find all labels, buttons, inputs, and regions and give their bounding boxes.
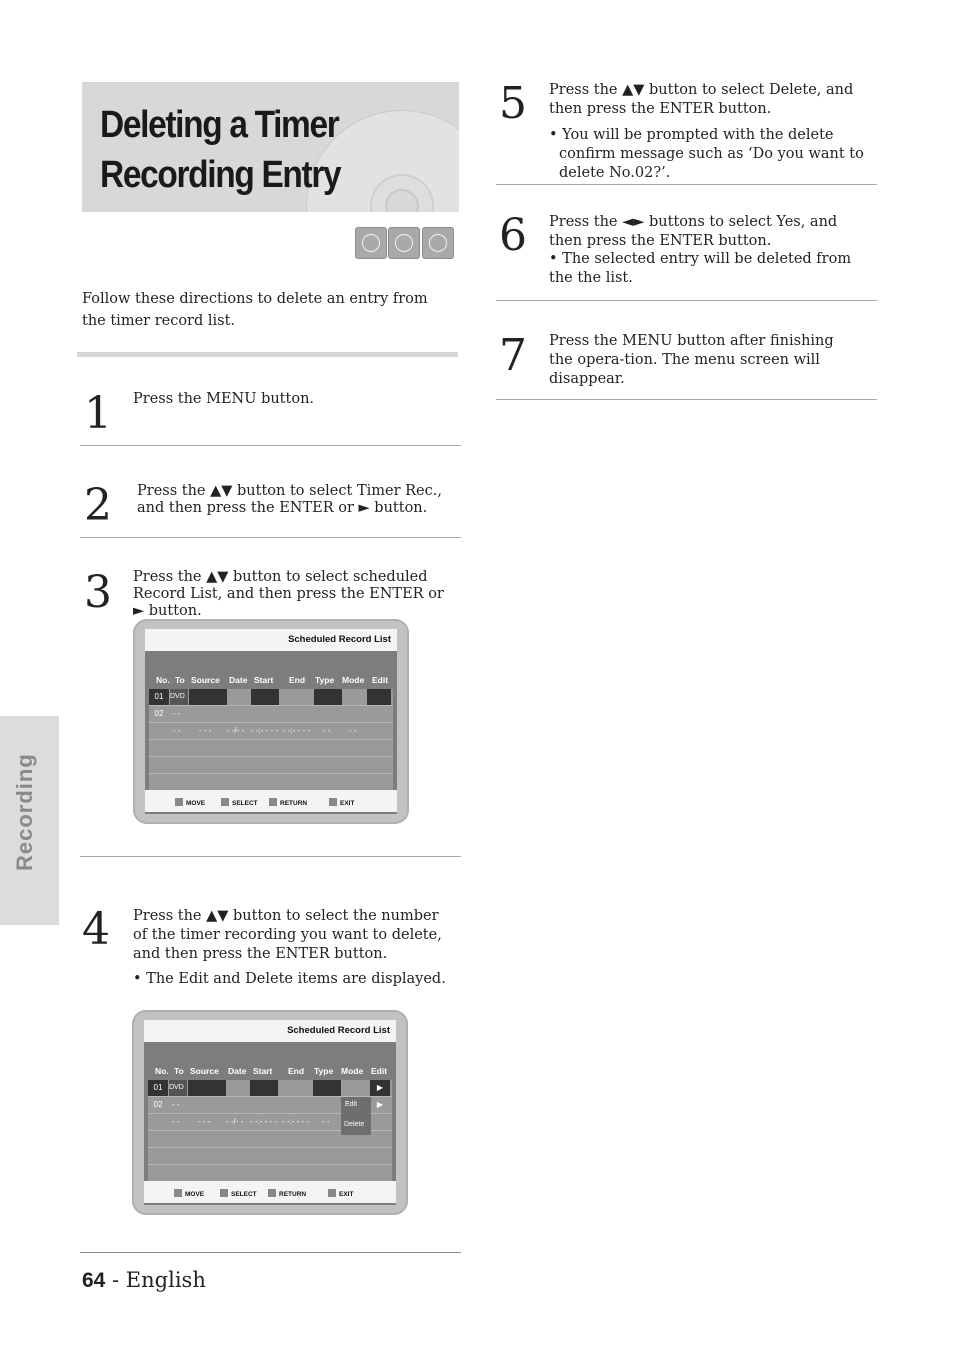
table-row: 01 DVD ▶: [148, 1080, 392, 1097]
edit-menu: [341, 1097, 371, 1135]
divider: [80, 1252, 461, 1253]
page-number: [82, 1268, 206, 1293]
play-icon: ▶: [376, 1100, 384, 1109]
divider: [80, 856, 461, 857]
table-row: [148, 1165, 392, 1182]
disc-type-icon: [422, 227, 454, 259]
step-number: 6: [499, 210, 527, 261]
step-number: 2: [84, 480, 112, 531]
step-text: Press the MENU button after finishing the opera-tion. The menu screen will disappear.: [549, 333, 834, 387]
step-number: 7: [499, 330, 527, 381]
record-table: [149, 689, 393, 789]
step-text: Press the ◄► buttons to select Yes, and then press the ENTER button.: [549, 214, 838, 249]
column-headers: No. To Source Date Start End Type Mode Edit: [156, 675, 389, 685]
screen-footer: MOVE SELECT RETURN EXIT: [144, 1181, 396, 1203]
divider: [496, 184, 877, 185]
divider: [77, 352, 458, 357]
record-table: [148, 1080, 392, 1180]
screen-mockup: [132, 1010, 408, 1215]
table-row: [148, 1148, 392, 1165]
title-banner: [82, 82, 459, 212]
table-row: [149, 757, 393, 774]
step-number: 4: [82, 904, 110, 955]
table-row: - - - - - - -/- - - -:- - - - - -:- - - - - -: [148, 1114, 392, 1131]
step-number: 5: [499, 78, 527, 129]
screen-title: Scheduled Record List: [287, 1025, 390, 1036]
table-row: [149, 774, 393, 791]
table-row: 02 - -: [149, 706, 393, 723]
step-text: Press the ▲▼ button to select scheduled Record List, and then press the ENTER or ► button.: [133, 569, 444, 619]
table-row: 01 DVD: [149, 689, 393, 706]
divider: [496, 399, 877, 400]
menu-item-edit[interactable]: Edit: [345, 1101, 358, 1108]
step-text: Press the ▲▼ button to select Delete, and then press the ENTER button.: [549, 82, 854, 117]
disc-type-icon: [355, 227, 387, 259]
step-bullet: • You will be prompted with the delete confirm message such as ‘Do you want to delete No.02?’.: [549, 127, 864, 181]
page-language: - English: [105, 1268, 206, 1292]
step-text: Press the ▲▼ button to select Timer Rec., and then press the ENTER or ► button.: [137, 483, 442, 516]
disc-type-icon: [388, 227, 420, 259]
play-icon: ▶: [370, 1080, 390, 1096]
step-bullet: • The selected entry will be deleted from the the list.: [549, 251, 852, 286]
divider: [80, 445, 461, 446]
screen-footer: MOVE SELECT RETURN EXIT: [145, 790, 397, 812]
divider: [496, 300, 877, 301]
column-headers: No. To Source Date Start End Type Mode Edit: [155, 1066, 388, 1076]
screen-title: Scheduled Record List: [288, 634, 391, 645]
menu-item-delete[interactable]: Delete: [344, 1121, 365, 1128]
step-bullet: • The Edit and Delete items are displayed.: [133, 971, 446, 987]
table-row: [149, 740, 393, 757]
section-tab: [0, 716, 59, 925]
screen-mockup: [133, 619, 409, 824]
page-title: Deleting a Timer Recording Entry: [100, 104, 341, 196]
divider: [80, 537, 461, 538]
step-number: 1: [84, 388, 112, 439]
table-row: 02 - - ▶: [148, 1097, 392, 1114]
intro-text: Follow these directions to delete an entry from the timer record list.: [82, 291, 428, 329]
step-text: Press the ▲▼ button to select the number of the timer recording you want to delete, and then press the ENTER button.: [133, 908, 442, 962]
table-row: - - - - - - -/- - - -:- - - - - -:- - - - - - - -: [149, 723, 393, 740]
page-number-value: 64: [82, 1269, 106, 1292]
step-number: 3: [84, 567, 112, 618]
section-tab-label: Recording: [12, 753, 37, 871]
step-text: Press the MENU button.: [133, 391, 315, 407]
